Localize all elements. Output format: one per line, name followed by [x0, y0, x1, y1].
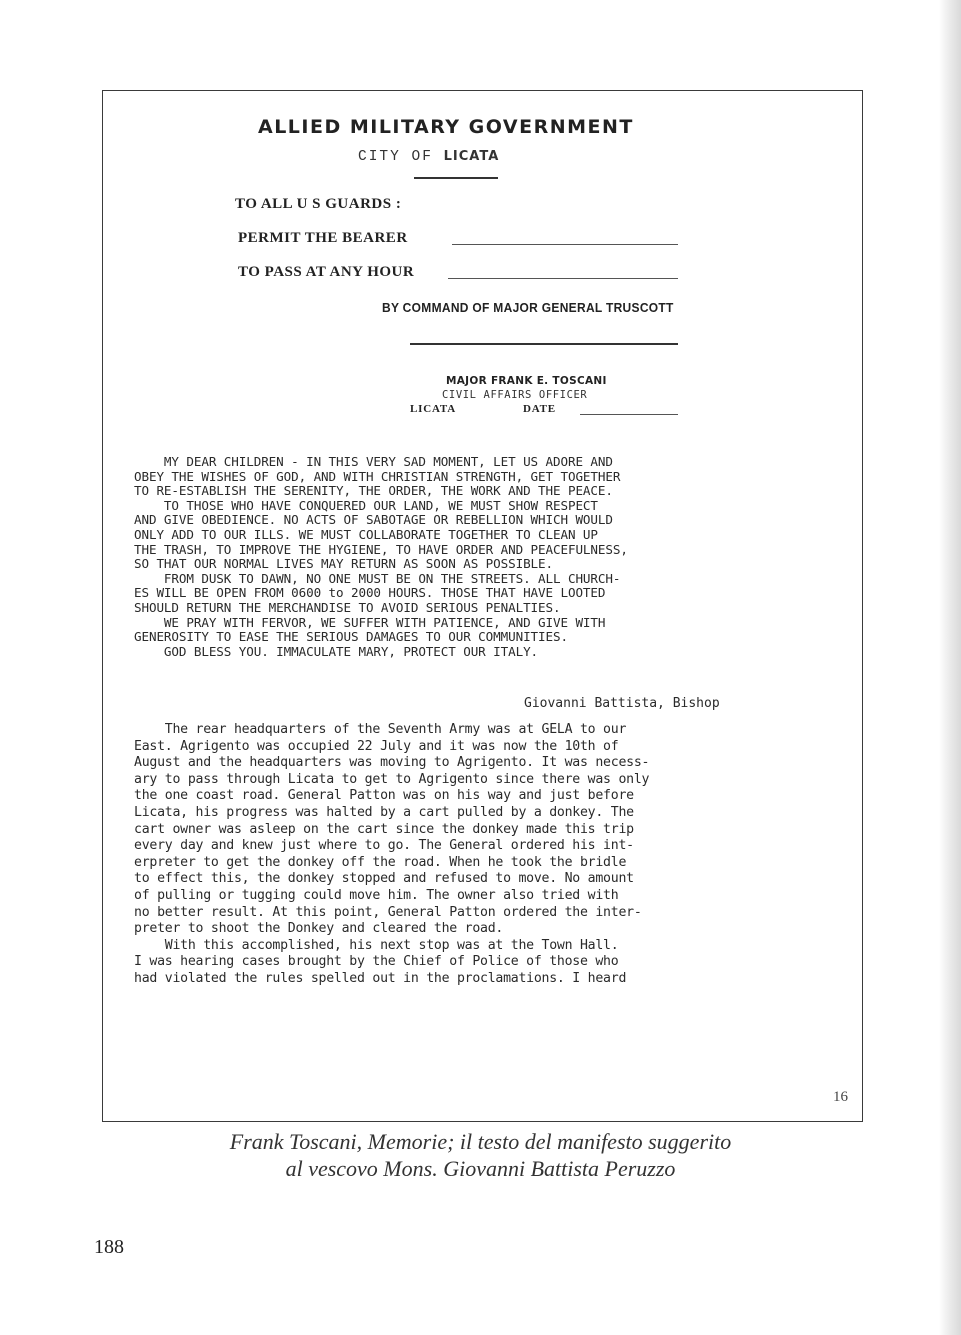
pass-line-guards: TO ALL U S GUARDS :	[235, 196, 402, 212]
text-line: WE PRAY WITH FERVOR, WE SUFFER WITH PATIENCE, AND GIVE WITH	[134, 614, 606, 630]
text-line: no better result. At this point, General Patton ordered the inter-	[134, 904, 642, 920]
pass-line-bearer: PERMIT THE BEARER	[238, 230, 408, 246]
text-line: preter to shoot the Donkey and cleared the road.	[134, 921, 504, 937]
header-rule	[414, 177, 498, 179]
text-line: cart owner was asleep on the cart since the donkey made this trip	[134, 821, 634, 837]
text-line: FROM DUSK TO DAWN, NO ONE MUST BE ON THE STREETS. ALL CHURCH-	[134, 570, 621, 586]
text-line: MY DEAR CHILDREN - IN THIS VERY SAD MOMENT, LET US ADORE AND	[134, 454, 613, 469]
text-line: ES WILL BE OPEN FROM 0600 to 2000 HOURS. THOSE THAT HAVE LOOTED	[134, 585, 606, 601]
text-line: THE TRASH, TO IMPROVE THE HYGIENE, TO HAVE ORDER AND PEACEFULNESS,	[134, 541, 628, 557]
text-line: erpreter to get the donkey off the road. When he took the bridle	[134, 854, 627, 870]
bishop-message	[134, 455, 824, 659]
page-number: 188	[94, 1236, 124, 1258]
bearer-blank-line	[452, 244, 678, 245]
date-blank-line	[580, 414, 678, 415]
text-line: of pulling or tugging could move him. The owner also tried with	[134, 887, 619, 903]
city-heading	[358, 149, 499, 165]
text-line: GENEROSITY TO EASE THE SERIOUS DAMAGES TO OUR COMMUNITIES.	[134, 629, 568, 645]
text-line: AND GIVE OBEDIENCE. NO ACTS OF SABOTAGE OR REBELLION WHICH WOULD	[134, 512, 613, 528]
figure-caption	[0, 1128, 961, 1182]
agency-title: ALLIED MILITARY GOVERNMENT	[258, 116, 634, 138]
text-line: ary to pass through Licata to get to Agrigento since there was only	[134, 771, 650, 787]
text-line: I was hearing cases brought by the Chief of Police of those who	[134, 954, 619, 970]
text-line: East. Agrigento was occupied 22 July and it was now the 10th of	[134, 738, 619, 754]
inner-page-number: 16	[833, 1089, 848, 1105]
text-line: TO THOSE WHO HAVE CONQUERED OUR LAND, WE MUST SHOW RESPECT	[134, 497, 598, 513]
city-name: LICATA	[443, 149, 500, 164]
text-line: SHOULD RETURN THE MERCHANDISE TO AVOID SERIOUS PENALTIES.	[134, 599, 561, 615]
officer-name: MAJOR FRANK E. TOSCANI	[446, 375, 607, 387]
text-line: ONLY ADD TO OUR ILLS. WE MUST COLLABORATE TOGETHER TO CLEAN UP	[134, 526, 598, 542]
date-label: DATE	[523, 403, 556, 415]
command-line: BY COMMAND OF MAJOR GENERAL TRUSCOTT	[382, 300, 674, 316]
text-line: the one coast road. General Patton was on his way and just before	[134, 788, 634, 804]
text-line: The rear headquarters of the Seventh Army was at GELA to our	[134, 722, 627, 737]
text-line: every day and knew just where to go. The General ordered his int-	[134, 838, 634, 854]
text-line: August and the headquarters was moving to Agrigento. It was necess-	[134, 755, 650, 771]
text-line: had violated the rules spelled out in the proclamations. I heard	[134, 970, 627, 986]
officer-title: CIVIL AFFAIRS OFFICER	[442, 389, 588, 401]
text-line: to effect this, the donkey stopped and refused to move. No amount	[134, 871, 634, 887]
pass-line-hour: TO PASS AT ANY HOUR	[238, 264, 415, 280]
city-prefix: CITY OF	[358, 149, 433, 165]
signature-rule	[410, 343, 678, 345]
text-line: GOD BLESS YOU. IMMACULATE MARY, PROTECT OUR ITALY.	[134, 643, 539, 659]
text-line: Licata, his progress was halted by a cart pulled by a donkey. The	[134, 804, 634, 820]
text-line: TO RE-ESTABLISH THE SERENITY, THE ORDER, THE WORK AND THE PEACE.	[134, 483, 613, 499]
place-label: LICATA	[410, 403, 456, 415]
narrative-text	[134, 722, 824, 988]
bishop-signature: Giovanni Battista, Bishop	[524, 696, 720, 711]
hour-blank-line	[448, 278, 678, 279]
text-line: OBEY THE WISHES OF GOD, AND WITH CHRISTIAN STRENGTH, GET TOGETHER	[134, 468, 621, 484]
caption-line: Frank Toscani, Memorie; il testo del manifesto suggerito	[229, 1129, 732, 1154]
text-line: SO THAT OUR NORMAL LIVES MAY RETURN AS SOON AS POSSIBLE.	[134, 556, 553, 572]
text-line: With this accomplished, his next stop was at the Town Hall.	[134, 937, 619, 953]
caption-line: al vescovo Mons. Giovanni Battista Peruzzo	[285, 1156, 676, 1181]
